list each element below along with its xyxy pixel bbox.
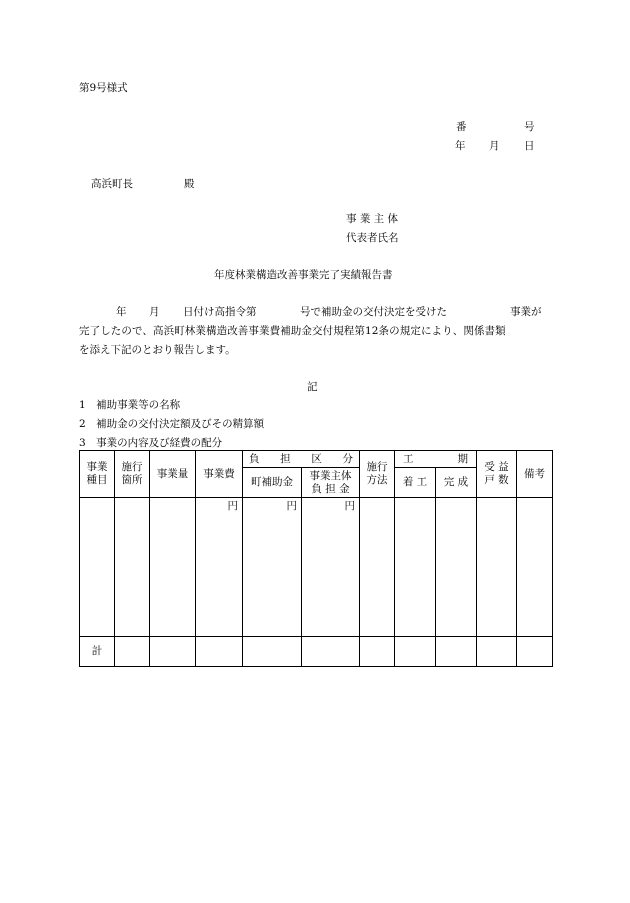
cell-kansei xyxy=(436,498,477,637)
form-number: 第9号様式 xyxy=(79,82,128,94)
total-chakko xyxy=(395,637,436,667)
body-line-3: を添え下記のとおり報告します。 xyxy=(79,344,236,356)
cell-shumoku xyxy=(80,498,115,637)
header-jueki-kosu: 受 益 戸 数 xyxy=(477,451,517,498)
header-jigyo-shumoku: 事業 種目 xyxy=(80,451,115,498)
item-1: 1 補助事業等の名称 xyxy=(79,399,181,411)
cell-jueki-kosu xyxy=(477,498,517,637)
body-line-1-b: 号で補助金の交付決定を受けた xyxy=(300,306,447,318)
total-biko xyxy=(517,637,553,667)
body-line-1-month: 月 xyxy=(149,306,160,318)
expense-table xyxy=(79,450,553,667)
cell-jigyohi-yen: 円 xyxy=(196,498,243,637)
addressee-office: 高浜町長 xyxy=(91,178,133,190)
total-shutai-futan xyxy=(302,637,360,667)
ki-heading: 記 xyxy=(307,381,318,393)
total-kansei xyxy=(436,637,477,667)
total-jigyoryo xyxy=(150,637,196,667)
body-line-1-a: 日付け高指令第 xyxy=(183,306,257,318)
number-label-go: 号 xyxy=(524,121,535,133)
header-machi-hojokin: 町補助金 xyxy=(243,468,302,498)
body-line-1-c: 事業が xyxy=(510,306,542,318)
header-jigyoryo: 事業量 xyxy=(150,451,196,498)
cell-shutai-futan-yen: 円 xyxy=(302,498,360,637)
item-2: 2 補助金の交付決定額及びその精算額 xyxy=(79,418,265,430)
number-label-ban: 番 xyxy=(456,121,467,133)
applicant-representative-label: 代表者氏名 xyxy=(346,232,399,244)
date-day-label: 日 xyxy=(524,140,535,152)
total-label: 計 xyxy=(80,637,115,667)
header-kansei: 完 成 xyxy=(436,468,477,498)
header-seko-hoho: 施行 方法 xyxy=(360,451,395,498)
total-machi-hojokin xyxy=(243,637,302,667)
header-biko: 備考 xyxy=(517,451,553,498)
cell-jigyoryo xyxy=(150,498,196,637)
cell-chakko xyxy=(395,498,436,637)
header-shutai-futan: 事業主体 負 担 金 xyxy=(302,468,360,498)
applicant-entity-label: 事 業 主 体 xyxy=(346,213,399,225)
item-3: 3 事業の内容及び経費の配分 xyxy=(79,437,223,449)
header-jigyohi: 事業費 xyxy=(196,451,243,498)
header-chakko: 着 工 xyxy=(395,468,436,498)
date-year-label: 年 xyxy=(455,140,466,152)
cell-kasho xyxy=(115,498,150,637)
total-seko-hoho xyxy=(360,637,395,667)
header-seko-kasho: 施行 箇所 xyxy=(115,451,150,498)
cell-biko xyxy=(517,498,553,637)
body-line-1-year: 年 xyxy=(116,306,127,318)
cell-machi-hojokin-yen: 円 xyxy=(243,498,302,637)
total-jigyohi xyxy=(196,637,243,667)
addressee-honorific: 殿 xyxy=(184,178,195,190)
document-title: 年度林業構造改善事業完了実績報告書 xyxy=(214,269,393,281)
header-futan-kubun: 負 担 区 分 xyxy=(243,451,360,468)
date-month-label: 月 xyxy=(489,140,500,152)
total-kasho xyxy=(115,637,150,667)
cell-seko-hoho xyxy=(360,498,395,637)
header-koki: 工 期 xyxy=(395,451,477,468)
body-line-2: 完了したので、高浜町林業構造改善事業費補助金交付規程第12条の規定により、関係書類 xyxy=(79,325,506,337)
total-jueki-kosu xyxy=(477,637,517,667)
